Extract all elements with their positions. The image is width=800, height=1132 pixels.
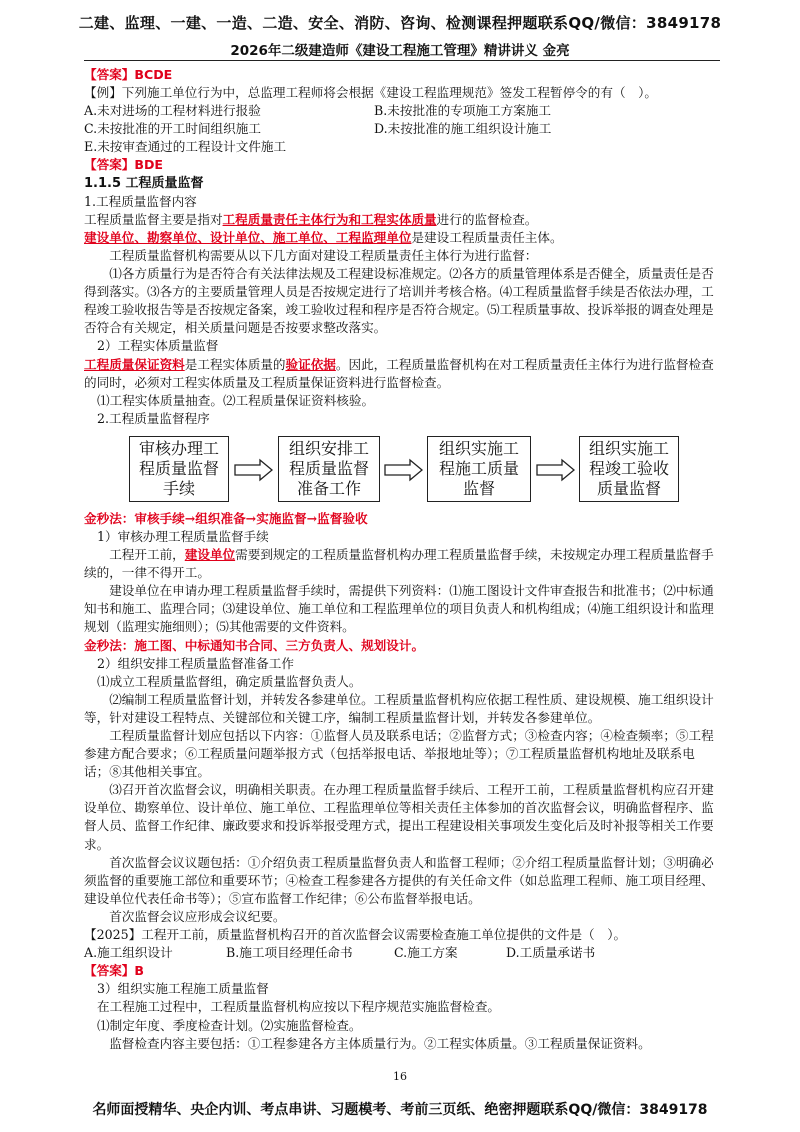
highlight-text: 工程质量保证资料 (84, 356, 185, 372)
text: 是工程实体质量的 (184, 356, 286, 372)
question-stem: 工程开工前，质量监督机构召开的首次监督会议需要检查施工单位提供的文件是（ ）。 (141, 927, 627, 943)
subsection-heading: 2.工程质量监督程序 (97, 410, 210, 426)
header-promo-line: 二建、监理、一建、一造、二造、安全、消防、咨询、检测课程押题联系QQ/微信：3849178 (78, 14, 722, 32)
answer-line-3 (84, 962, 718, 980)
flow-step-3: 组织实施工程施工质量监督 (427, 436, 531, 502)
option-c: C.施工方案 (394, 945, 458, 961)
answer-tag: 【答案】 (84, 963, 135, 979)
option-c: C.未按批准的开工时间组织施工 (84, 121, 261, 137)
example-tag: 【例】 (84, 85, 122, 101)
paragraph: 工程质量监督机构需要从以下几方面对建设工程质量责任主体行为进行监督： (109, 247, 538, 263)
page-content (84, 66, 718, 1053)
answer-line-1 (84, 66, 718, 84)
paragraph (84, 229, 718, 247)
paragraph: ⑵编制工程质量监督计划，并转发各参建单位。工程质量监督机构应依据工程性质、建设规模、施工组织设计等，针对建设工程特点、关键部位和关键工序，编制工程质量监督计划，并转发各参建单位。 (84, 691, 714, 725)
highlight-text: 工程质量责任主体行为和工程实体质量 (222, 211, 437, 227)
highlight-text: 建设单位、勘察单位、设计单位、施工单位、工程监理单位 (84, 229, 412, 245)
text: 工程开工前， (109, 547, 185, 563)
paragraph: 监督检查内容主要包括：①工程参建各方主体质量行为。②工程实体质量。③工程质量保证资料。 (109, 1035, 651, 1051)
mnemonic-2: 金秒法：施工图、中标通知书合同、三方负责人、规划设计。 (84, 637, 425, 653)
process-flow-diagram (84, 432, 718, 508)
page-number: 16 (393, 1070, 407, 1083)
subsection-heading: 2）组织安排工程质量监督准备工作 (97, 655, 294, 671)
answer-value: BCDE (134, 67, 173, 82)
answer-value: B (134, 963, 144, 979)
paragraph (84, 211, 718, 229)
paragraph: 在工程施工过程中，工程质量监督机构应按以下程序规范实施监督检查。 (97, 999, 500, 1015)
option-e: E.未按审查通过的工程设计文件施工 (84, 139, 287, 155)
flow-step-2: 组织安排工程质量监督准备工作 (278, 436, 380, 502)
option-b: B.施工项目经理任命书 (226, 945, 353, 961)
flow-arrow-icon (234, 458, 274, 482)
answer-tag: 【答案】 (84, 67, 135, 82)
flow-step-4: 组织实施工程竣工验收质量监督 (579, 436, 679, 502)
answer-value: BDE (134, 157, 164, 173)
section-title: 1.1.5 工程质量监督 (84, 175, 204, 191)
mnemonic-1: 金秒法：审核手续→组织准备→实施监督→监督验收 (84, 510, 368, 526)
option-b: B.未按批准的专项施工方案施工 (374, 103, 551, 119)
paragraph: ⑶召开首次监督会议，明确相关职责。在办理工程质量监督手续后、工程开工前，工程质量监督机构应召开建设单位、勘察单位、设计单位、施工单位、工程监理单位等相关责任主体参加的首次监督会议，明确监督程序、监督人员、监督工作纪律、廉政要求和投诉举报受理方式，提出工程建设相关事项发生变化后及时补报等相关工作要求。 (84, 782, 714, 852)
paragraph (84, 356, 718, 392)
subsection-heading: 3）组织实施工程施工质量监督 (97, 981, 269, 997)
paragraph: ⑴成立工程质量监督组，确定质量监督负责人。 (97, 673, 362, 689)
option-a: A.施工组织设计 (84, 945, 173, 961)
paragraph: 首次监督会议应形成会议纪要。 (109, 908, 286, 924)
answer-line-2 (84, 156, 718, 174)
paragraph (84, 546, 718, 582)
flow-arrow-icon (384, 458, 424, 482)
paragraph: 首次监督会议议题包括：①介绍负责工程质量监督负责人和监督工程师；②介绍工程质量监督计划；③明确必须监督的重要施工部位和重要环节；④检查工程参建各方提供的有关任命文件（如总监理工程师、施工项目经理、建设单位代表任命书等）；⑤宣布监督工作纪律；⑥公布监督举报电话。 (84, 854, 714, 906)
header-document-title: 2026年二级建造师《建设工程施工管理》精讲讲义 金亮 (230, 43, 570, 59)
options-row-1 (84, 102, 718, 120)
option-d: D.未按批准的施工组织设计施工 (374, 121, 552, 137)
highlight-text: 验证依据 (285, 356, 336, 372)
subsection-heading: 1.工程质量监督内容 (84, 193, 197, 209)
exam-question-2025 (84, 926, 718, 944)
options-row-2 (84, 120, 718, 138)
text: 。因此，工程质量监督机构在对工程质量责任主体行为进行监督检查的同时，必须对工程实体质量及工程质量保证资料进行监督检查。 (84, 356, 714, 390)
subsection-heading: 2）工程实体质量监督 (97, 338, 219, 354)
highlight-text: 建设单位 (184, 547, 236, 563)
text: 是建设工程质量责任主体。 (411, 229, 563, 245)
options-row (84, 944, 718, 962)
paragraph: ⑴工程实体质量抽查。⑵工程质量保证资料核验。 (97, 392, 375, 408)
flow-arrow-icon (536, 458, 576, 482)
flow-step-1: 审核办理工程质量监督手续 (129, 436, 229, 502)
text: 进行的监督检查。 (436, 211, 538, 227)
question-tag: 【2025】 (84, 927, 142, 943)
answer-tag: 【答案】 (84, 157, 135, 173)
paragraph: ⑴各方质量行为是否符合有关法律法规及工程建设标准规定。⑵各方的质量管理体系是否健全，质量责任是否得到落实。⑶各方的主要质量管理人员是否按规定进行了培训并考核合格。⑷工程质量监督手续是否依法办理，工程竣工验收报告等是否按规定备案，竣工验收过程和程序是否符合规定。⑸工程质量事故、投诉举报的调查处理是否符合有关规定，相关质量问题是否按要求整改落实。 (84, 266, 714, 336)
option-a: A.未对进场的工程材料进行报验 (84, 103, 261, 119)
subsection-heading: 1）审核办理工程质量监督手续 (97, 528, 269, 544)
example-stem: 下列施工单位行为中，总监理工程师将会根据《建设工程监理规范》签发工程暂停令的有（ ）。 (121, 85, 658, 101)
header-divider (84, 60, 720, 61)
option-d: D.工质量承诺书 (506, 945, 596, 961)
text: 需要到规定的工程质量监督机构办理工程质量监督手续，未按规定办理工程质量监督手续的，一律不得开工。 (84, 547, 714, 581)
example-question (84, 84, 718, 102)
paragraph: ⑴制定年度、季度检查计划。⑵实施监督检查。 (97, 1017, 362, 1033)
footer-promo-line: 名师面授精华、央企内训、考点串讲、习题模考、考前三页纸、绝密押题联系QQ/微信：3849178 (92, 1102, 708, 1118)
paragraph: 工程质量监督计划应包括以下内容：①监督人员及联系电话；②监督方式；③检查内容；④检查频率；⑤工程参建方配合要求；⑥工程质量问题举报方式（包括举报电话、举报地址等）；⑦工程质量监督机构地址及联系电话；⑧其他相关事宜。 (84, 728, 714, 780)
text: 工程质量监督主要是指对 (84, 211, 223, 227)
paragraph: 建设单位在申请办理工程质量监督手续时，需提供下列资料：⑴施工图设计文件审查报告和批准书；⑵中标通知书和施工、监理合同；⑶建设单位、施工单位和工程监理单位的项目负责人和机构组成；⑷施工组织设计和监理规划（监理实施细则）；⑸其他需要的文件资料。 (84, 583, 714, 635)
